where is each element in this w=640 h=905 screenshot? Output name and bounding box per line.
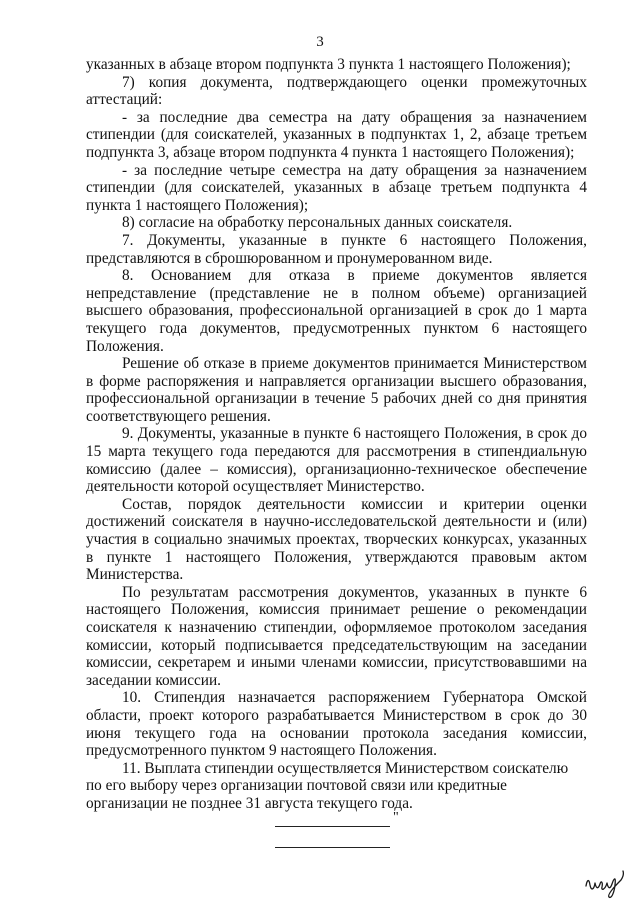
paragraph-clause-7: 7. Документы, указанные в пункте 6 настоящего Положения, представляются в сброшюрованном и пронумерованном виде. <box>86 231 587 267</box>
closing-quote: " <box>393 810 399 825</box>
paragraph-clause-11: 11. Выплата стипендии осуществляется Министерством соискателю по его выбору через организации почтовой связи или кредитные организации не позднее 31 августа текущего года. <box>86 759 569 812</box>
paragraph-two-semesters: - за последние два семестра на дату обращения за назначением стипендии (для соискателей, указанных в подпунктах 1, 2, абзаце третьем подпункта 3, абзаце втором подпункта 4 пункта 1 настоящего Положения); <box>86 108 587 161</box>
paragraph-clause-8: 8. Основанием для отказа в приеме документов является непредставление (представление не в полном объеме) организацией высшего образования, профессиональной организацией в срок до 1 марта текущего года документов, предусмотренных пунктом 6 настоящего Положения. <box>86 267 587 355</box>
document-body <box>86 56 587 813</box>
closing-rule-bottom <box>275 847 390 848</box>
paragraph-item-7: 7) копия документа, подтверждающего оценки промежуточных аттестаций: <box>86 73 587 109</box>
paragraph-continuation: указанных в абзаце втором подпункта 3 пункта 1 настоящего Положения); <box>86 56 571 73</box>
paragraph-four-semesters: - за последние четыре семестра на дату обращения за назначением стипендии (для соискателей, указанных в абзаце третьем подпункта 4 пункта 1 настоящего Положения); <box>86 161 587 214</box>
paragraph-item-8: 8) согласие на обработку персональных данных соискателя. <box>122 214 513 232</box>
paragraph-clause-9: 9. Документы, указанные в пункте 6 настоящего Положения, в срок до 15 марта текущего года передаются для рассмотрения в стипендиальную комиссию (далее – комиссия), организационно-техническое обеспечение деятельности которой осуществляет Министерство. <box>86 425 587 496</box>
handwritten-initials <box>583 866 627 900</box>
page-number: 3 <box>316 34 324 50</box>
closing-rule-top <box>275 826 390 827</box>
paragraph-refusal-decision: Решение об отказе в приеме документов принимается Министерством в форме распоряжения и направляется организации высшего образования, профессиональной организации в течение 5 рабочих дней со дня принятия соответствующего решения. <box>86 355 587 425</box>
paragraph-commission-composition: Состав, порядок деятельности комиссии и критерии оценки достижений соискателя в научно-исследовательской деятельности и (или) участия в социально значимых проектах, творческих конкурсах, указанных в пункте 1 настоящего Положения, утверждаются правовым актом Министерства. <box>86 495 587 584</box>
paragraph-clause-10: 10. Стипендия назначается распоряжением Губернатора Омской области, проект которого разрабатывается Министерством в срок до 30 июня текущего года на основании протокола заседания комиссии, предусмотренного пунктом 9 настоящего Положения. <box>86 689 587 760</box>
paragraph-commission-decision: По результатам рассмотрения документов, указанных в пункте 6 настоящего Положения, комиссия принимает решение о рекомендации соискателя к назначению стипендии, оформляемое протоколом заседания комиссии, который подписывается председательствующим на заседании комиссии, секретарем и иными членами комиссии, присутствовавшими на заседании комиссии. <box>86 583 587 689</box>
